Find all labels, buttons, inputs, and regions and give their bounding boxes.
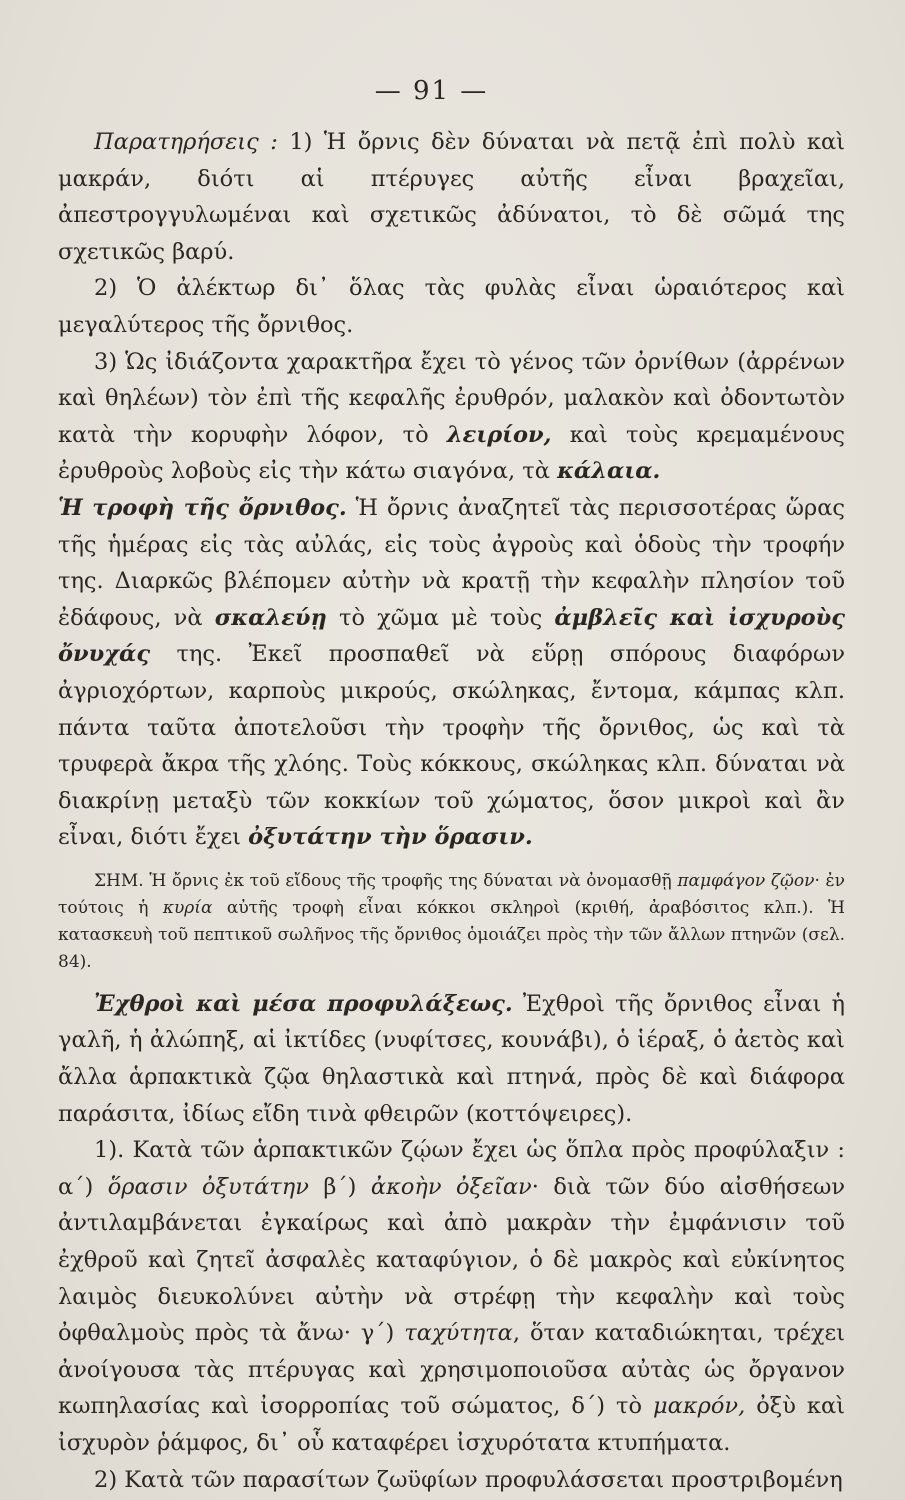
term-kyria: κυρία [162,897,213,918]
food-heading: Ἡ τροφὴ τῆς ὄρνιθος. [58,494,347,521]
enemies-paragraph: Ἐχθροὶ καὶ μέσα προφυλάξεως. Ἐχθροὶ τῆς ὄρνιθος εἶναι ἡ γαλῆ, ἡ ἀλώπηξ, αἱ ἰκτίδες (νυφίτσες, κουνάβι), ὁ ἱέραξ, ὁ ἀετὸς καὶ ἄλλα ἁρπακτικὰ ζῷα θηλαστικὰ καὶ πτηνά, πρὸς δὲ καὶ διάφορα παράσιτα, ἰδίως εἴδη τινὰ φθειρῶν (κοττόψειρες). [58,990,845,1127]
footnote: ΣΗΜ. Ἡ ὄρνις ἐκ τοῦ εἴδους τῆς τροφῆς της δύναται νὰ ὀνομασθῇ παμφάγον ζῷον· ἐν τούτοις ἡ κυρία αὐτῆς τροφὴ εἶναι κόκκοι σκληροὶ (κριθή, ἀραβόσιτος κλπ.). Ἡ κατασκευὴ τοῦ πεπτικοῦ σωλῆνος τῆς ὄρνιθος ὁμοιάζει πρὸς τὴν τῶν ἄλλων πτηνῶν (σελ. 84). [58,870,845,972]
term-long: μακρόν, [653,1393,746,1420]
observations-heading: Παρατηρήσεις : [94,129,278,155]
term-sight: ὅρασιν ὀξυτάτην [107,1173,309,1200]
term-skaleuei: σκαλεύῃ [214,604,327,631]
term-sharp-sight: ὀξυτάτην τὴν ὅρασιν. [248,824,533,851]
observations-paragraph-2: 2) Ὁ ἀλέκτωρ δι᾽ ὅλας τὰς φυλὰς εἶναι ὡραιότερος καὶ μεγαλύτερος τῆς ὄρνιθος. [58,275,845,338]
observations-paragraph-3: 3) Ὡς ἰδιάζοντα χαρακτῆρα ἔχει τὸ γένος τῶν ὀρνίθων (ἀρρένων καὶ θηλέων) τὸν ἐπὶ τῆς κεφαλῆς ἐρυθρόν, μαλακὸν καὶ ὀδοντωτὸν κατὰ τὴν κορυφὴν λόφον, τὸ λειρίον, καὶ τοὺς κρεμαμένους ἐρυθροὺς λοβοὺς εἰς τὴν κάτω σιαγόνα, τὰ κάλαια. [58,348,846,485]
defense-paragraph-2: 2) Κατὰ τῶν παρασίτων ζωϋφίων προφυλάσσεται προστριβομένη [94,1466,843,1493]
term-leirion: λειρίον, [446,421,552,448]
enemies-heading: Ἐχθροὶ καὶ μέσα προφυλάξεως. [94,990,513,1017]
observations-paragraph-1: Παρατηρήσεις : 1) Ἡ ὄρνις δὲν δύναται νὰ πετᾷ ἐπὶ πολὺ καὶ μακράν, διότι αἱ πτέρυγες αὐτῆς εἶναι βραχεῖαι, ἀπεστρογγυλωμέναι καὶ σχετικῶς ἀδύνατοι, τὸ δὲ σῶμά της σχετικῶς βαρύ. [58,129,845,265]
term-kalaia: κάλαια. [557,458,661,485]
term-claws: ἀμβλεῖς καὶ ἰσχυροὺς ὄνυχάς [58,604,845,668]
term-speed: ταχύτητα [404,1320,513,1347]
term-pamfagon: παμφάγον ζῷον [677,870,815,891]
term-hearing: ἀκοὴν ὀξεῖαν [370,1173,532,1200]
defense-paragraph-1: 1). Κατὰ τῶν ἁρπακτικῶν ζῴων ἔχει ὡς ὅπλα πρὸς προφύλαξιν : α´) ὅρασιν ὀξυτάτην β´) ἀκοὴν ὀξεῖαν· διὰ τῶν δύο αἰσθήσεων ἀντιλαμβάνεται ἐγκαίρως καὶ ἀπὸ μακρὰν τὴν ἐμφάνισιν τοῦ ἐχθροῦ καὶ ζητεῖ ἀσφαλὲς καταφύγιον, ὁ δὲ μακρὸς καὶ εὐκίνητος λαιμὸς διευκολύνει αὐτὴν νὰ στρέφῃ τὴν κεφαλὴν καὶ τοὺς ὀφθαλμοὺς πρὸς τὰ ἄνω· γ´) ταχύτητα, ὅταν καταδιώκηται, τρέχει ἀνοίγουσα τὰς πτέρυγας καὶ χρησιμοποιοῦσα αὐτὰς ὡς ὄργανον κωπηλασίας καὶ ἰσορροπίας τοῦ σώματος, δ´) τὸ μακρόν, ὀξὺ καὶ ἰσχυρὸν ῥάμφος, δι᾽ οὗ καταφέρει ἰσχυρότατα κτυπήματα. [58,1137,846,1456]
food-paragraph: Ἡ τροφὴ τῆς ὄρνιθος. Ἡ ὄρνις ἀναζητεῖ τὰς περισσοτέρας ὥρας τῆς ἡμέρας εἰς τὰς αὐλάς, εἰς τοὺς ἀγροὺς καὶ ὁδοὺς τὴν τροφήν της. Διαρκῶς βλέπομεν αὐτὴν νὰ κρατῇ τὴν κεφαλὴν πλησίον τοῦ ἐδάφους, νὰ σκαλεύῃ τὸ χῶμα μὲ τοὺς ἀμβλεῖς καὶ ἰσχυροὺς ὄνυχάς της. Ἐκεῖ προσπαθεῖ νὰ εὕρῃ σπόρους διαφόρων ἀγριοχόρτων, καρποὺς μικρούς, σκώληκας, ἔντομα, κάμπας κλπ. πάντα ταῦτα ἀποτελοῦσι τὴν τροφὴν τῆς ὄρνιθος, ὡς καὶ τὰ τρυφερὰ ἄκρα τῆς χλόης. Τοὺς κόκκους, σκώληκας κλπ. δύναται νὰ διακρίνῃ μεταξὺ τῶν κοκκίων τοῦ χώματος, ὅσον μικροὶ καὶ ἂν εἶναι, διότι ἔχει ὀξυτάτην τὴν ὅρασιν. [58,494,845,851]
page-number: — 91 — [374,76,489,106]
